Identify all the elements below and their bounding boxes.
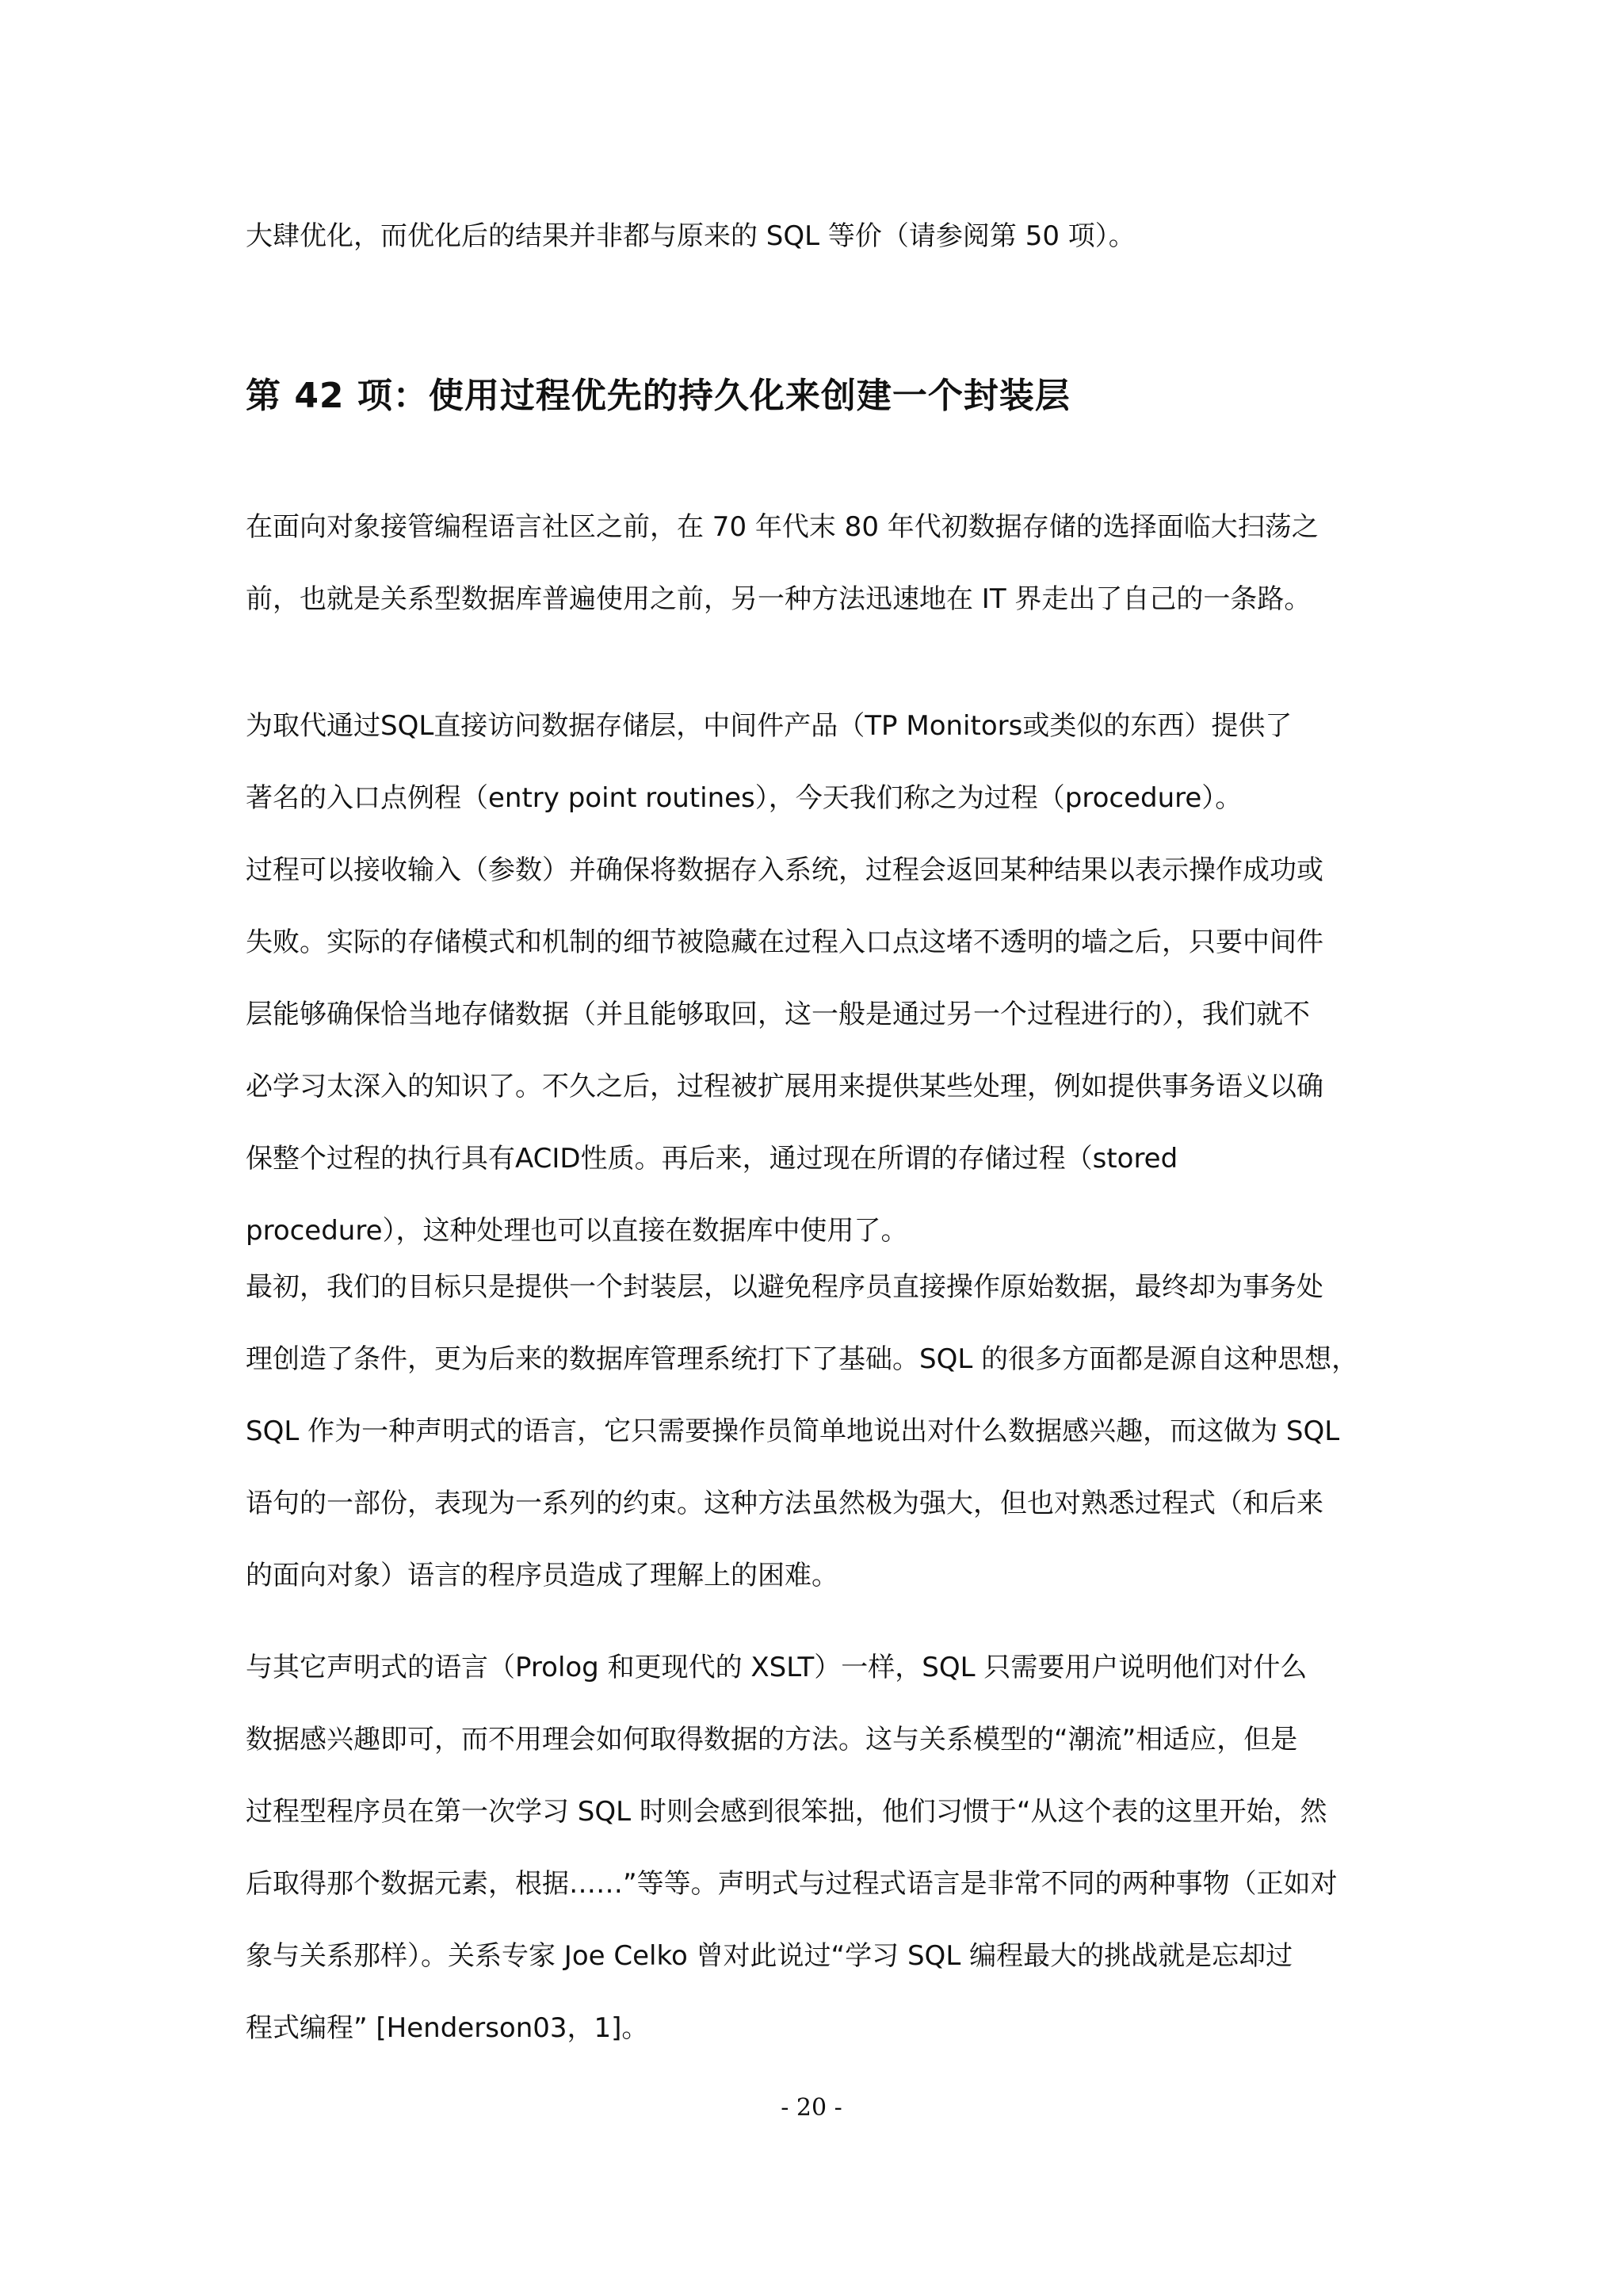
text-line: 后取得那个数据元素，根据……”等等。声明式与过程式语言是非常不同的两种事物（正如对 (246, 1868, 1338, 1900)
text-line: 理创造了条件，更为后来的数据库管理系统打下了基础。SQL 的很多方面都是源自这种思想， (246, 1343, 1359, 1375)
text-line: 前，也就是关系型数据库普遍使用之前，另一种方法迅速地在 IT 界走出了自己的一条路。 (246, 583, 1312, 615)
section-heading: 第 42 项：使用过程优先的持久化来创建一个封装层 (246, 376, 1071, 416)
text-line: 著名的入口点例程（entry point routines），今天我们称之为过程（procedure）。 (246, 782, 1243, 814)
text-line: procedure），这种处理也可以直接在数据库中使用了。 (246, 1215, 908, 1247)
paragraph-4 (246, 1632, 1393, 2065)
paragraph-3 (246, 1251, 1393, 1612)
text-line: 必学习太深入的知识了。不久之后，过程被扩展用来提供某些处理，例如提供事务语义以确 (246, 1071, 1323, 1102)
text-line: 层能够确保恰当地存储数据（并且能够取回，这一般是通过另一个过程进行的），我们就不 (246, 999, 1310, 1030)
text-line: 最初，我们的目标只是提供一个封装层，以避免程序员直接操作原始数据，最终却为事务处 (246, 1271, 1323, 1303)
paragraph-1 (246, 491, 1393, 636)
text-line: 与其它声明式的语言（Prolog 和更现代的 XSLT）一样，SQL 只需要用户说明他们对什么 (246, 1652, 1308, 1683)
text-line: 的面向对象）语言的程序员造成了理解上的困难。 (246, 1560, 838, 1591)
paragraph-2 (246, 690, 1393, 1267)
text-line: 过程可以接收输入（参数）并确保将数据存入系统，过程会返回某种结果以表示操作成功或 (246, 854, 1323, 886)
text-line: 象与关系那样）。关系专家 Joe Celko 曾对此说过“学习 SQL 编程最大的挑战就是忘却过 (246, 1940, 1293, 1972)
text-line: 失败。实际的存储模式和机制的细节被隐藏在过程入口点这堵不透明的墙之后，只要中间件 (246, 926, 1323, 958)
text-line: 过程型程序员在第一次学习 SQL 时则会感到很笨拙，他们习惯于“从这个表的这里开始，然 (246, 1796, 1327, 1828)
text-line: SQL 作为一种声明式的语言，它只需要操作员简单地说出对什么数据感兴趣，而这做为 SQL (246, 1415, 1340, 1447)
text-line: 语句的一部份，表现为一系列的约束。这种方法虽然极为强大，但也对熟悉过程式（和后来 (246, 1488, 1323, 1519)
text-line: 保整个过程的执行具有ACID性质。再后来，通过现在所谓的存储过程（stored (246, 1143, 1178, 1175)
text-line: 在面向对象接管编程语言社区之前，在 70 年代末 80 年代初数据存储的选择面临大扫荡之 (246, 511, 1319, 543)
text-line: 为取代通过SQL直接访问数据存储层，中间件产品（TP Monitors或类似的东西）提供了 (246, 710, 1293, 742)
text-line: 数据感兴趣即可，而不用理会如何取得数据的方法。这与关系模型的“潮流”相适应，但是 (246, 1724, 1298, 1755)
text-line: 大肆优化，而优化后的结果并非都与原来的 SQL 等价（请参阅第 50 项）。 (246, 220, 1136, 252)
text-line: 程式编程” [Henderson03，1]。 (246, 2012, 649, 2044)
page-number: - 20 - (781, 2094, 842, 2122)
continuation-paragraph (246, 201, 1393, 273)
